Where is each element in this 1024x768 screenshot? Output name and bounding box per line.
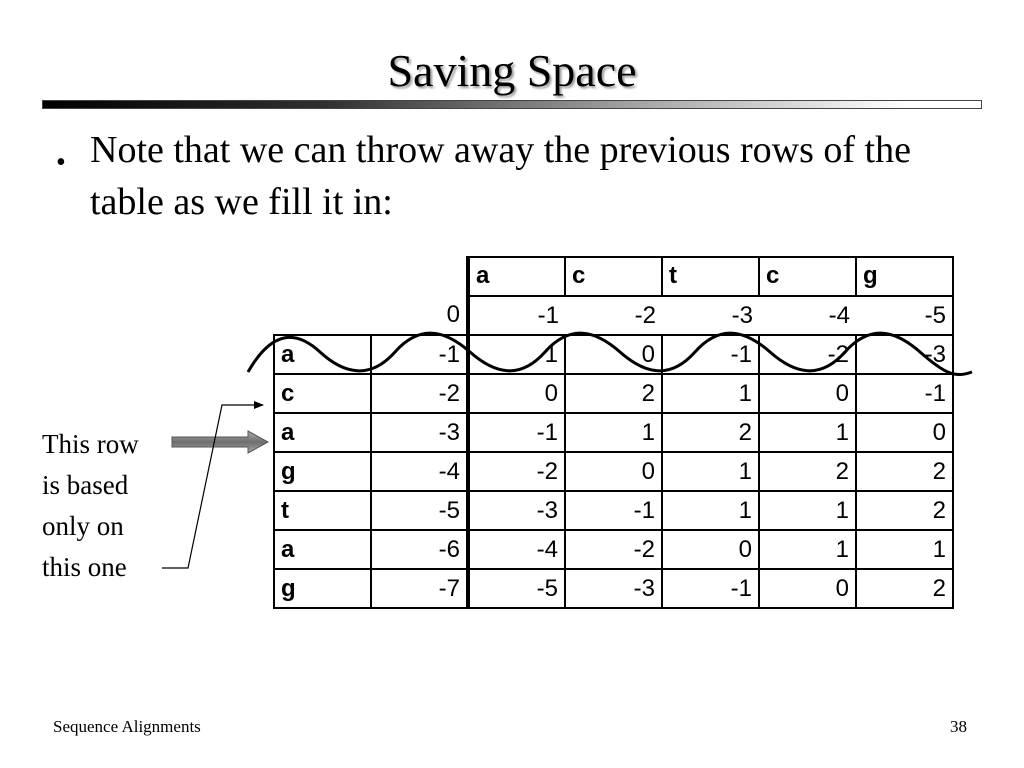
- table-cell: -1: [662, 335, 759, 374]
- table-cell: 1: [662, 452, 759, 491]
- column-header: t: [662, 257, 759, 296]
- table-cell: -1: [856, 374, 953, 413]
- bullet-text: Note that we can throw away the previous rows of the table as we fill it in:: [90, 129, 911, 223]
- table-cell: -3: [565, 569, 662, 608]
- table-cell: 2: [856, 452, 953, 491]
- table-cell: -6: [371, 530, 468, 569]
- table-cell: 0: [856, 413, 953, 452]
- row-label: g: [274, 452, 371, 491]
- table-cell: 0: [662, 530, 759, 569]
- table-cell: 2: [662, 413, 759, 452]
- table-cell: -4: [371, 452, 468, 491]
- column-header: c: [565, 257, 662, 296]
- table-cell: 1: [565, 413, 662, 452]
- table-cell: -5: [856, 296, 953, 335]
- table-cell: -1: [468, 296, 565, 335]
- table-cell: -1: [371, 335, 468, 374]
- table-cell: 2: [856, 569, 953, 608]
- connector-arrow: [162, 405, 263, 568]
- table-cell: -3: [468, 491, 565, 530]
- table-cell: 1: [759, 530, 856, 569]
- slide-title: Saving Space: [387, 45, 637, 96]
- table-cell: 1: [856, 530, 953, 569]
- table-cell: 0: [759, 569, 856, 608]
- row-label: a: [274, 335, 371, 374]
- table-cell: 0: [446, 301, 460, 328]
- table-cell: 1: [468, 335, 565, 374]
- table-cell: -2: [468, 452, 565, 491]
- annotation-line: This row: [42, 429, 139, 459]
- table-cell: 1: [662, 491, 759, 530]
- column-header: c: [759, 257, 856, 296]
- annotation-line: this one: [42, 552, 127, 582]
- table-cell: -1: [468, 413, 565, 452]
- table-cell: 1: [759, 413, 856, 452]
- table-cell: -3: [662, 296, 759, 335]
- table-cell: 1: [662, 374, 759, 413]
- table-cell: -4: [468, 530, 565, 569]
- table-cell: 2: [759, 452, 856, 491]
- row-label: g: [274, 569, 371, 608]
- bullet-icon: •: [56, 147, 66, 178]
- table-cell: -3: [856, 335, 953, 374]
- row-label: a: [274, 413, 371, 452]
- table-cell: 2: [856, 491, 953, 530]
- table-cell: -2: [371, 374, 468, 413]
- table-cell: -2: [759, 335, 856, 374]
- table-cell: -2: [565, 296, 662, 335]
- annotation-line: only on: [42, 511, 124, 541]
- table-cell: -5: [371, 491, 468, 530]
- table-cell: -5: [468, 569, 565, 608]
- annotation-line: is based: [42, 470, 129, 500]
- column-header: a: [468, 257, 565, 296]
- wavy-strike-line: [248, 333, 972, 374]
- row-label: t: [274, 491, 371, 530]
- gray-arrow-icon: [172, 431, 268, 453]
- table-cell: -7: [371, 569, 468, 608]
- table-cell: 0: [565, 335, 662, 374]
- page-number: 38: [950, 717, 967, 736]
- table-cell: -4: [759, 296, 856, 335]
- table-cell: -3: [371, 413, 468, 452]
- side-annotation: [42, 424, 139, 588]
- table-cell: 1: [759, 491, 856, 530]
- table-cell: 0: [759, 374, 856, 413]
- footer-title: Sequence Alignments: [53, 717, 201, 736]
- table-cell: -1: [565, 491, 662, 530]
- row-label: a: [274, 530, 371, 569]
- table-cell: -1: [662, 569, 759, 608]
- table-cell: 2: [565, 374, 662, 413]
- table-cell: 0: [468, 374, 565, 413]
- table-cell: 0: [565, 452, 662, 491]
- row-label: c: [274, 374, 371, 413]
- table-cell: -2: [565, 530, 662, 569]
- column-header: g: [856, 257, 953, 296]
